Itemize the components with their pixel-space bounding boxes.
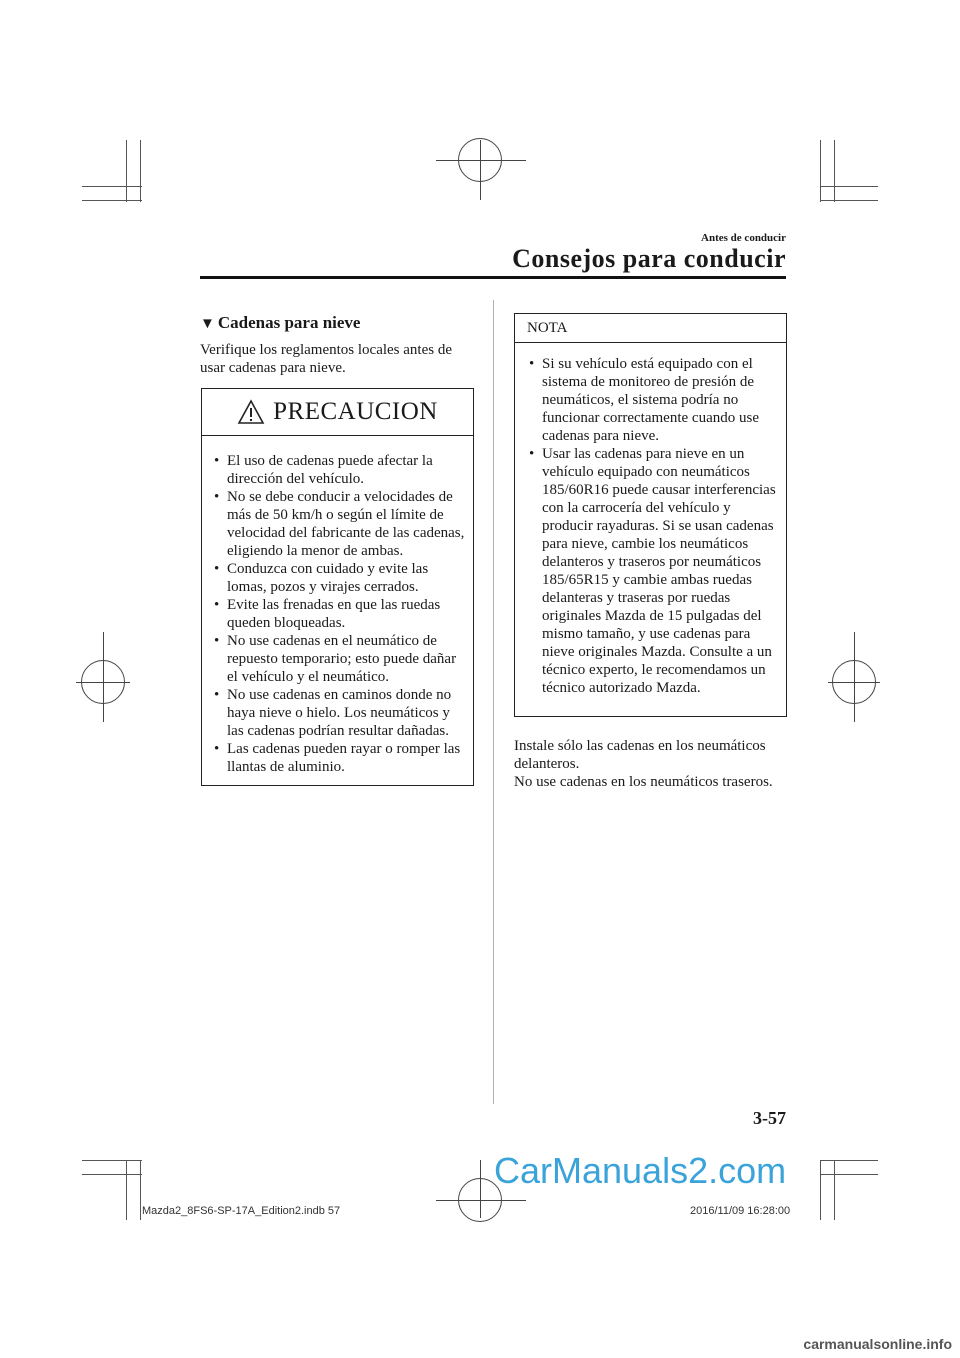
warning-triangle-icon	[237, 399, 265, 425]
note-box	[514, 313, 787, 717]
subheading-text: Cadenas para nieve	[217, 313, 361, 332]
caution-header	[202, 389, 473, 436]
crop-mark	[140, 140, 141, 202]
section-label: Antes de conducir	[701, 232, 786, 244]
closing-paragraph	[514, 737, 794, 791]
registration-line	[103, 632, 104, 722]
caution-list	[214, 452, 468, 776]
crop-mark	[82, 1174, 142, 1175]
list-item-text: Evite las frenadas en que las ruedas queden bloqueadas.	[227, 597, 441, 631]
list-item	[529, 445, 785, 697]
bullet: •	[214, 687, 220, 703]
file-info: Mazda2_8FS6-SP-17A_Edition2.indb 57	[142, 1205, 341, 1217]
list-item	[214, 632, 468, 686]
crop-mark	[126, 1160, 127, 1220]
list-item	[214, 560, 468, 596]
crop-mark	[82, 186, 142, 187]
crop-mark	[820, 1160, 878, 1161]
bullet: •	[214, 633, 220, 649]
caution-title: PRECAUCION	[273, 398, 438, 425]
list-item	[529, 355, 785, 445]
crop-mark	[820, 186, 878, 187]
crop-mark	[820, 140, 821, 202]
registration-line	[480, 140, 481, 200]
footer-watermark: carmanualsonline.info	[803, 1336, 952, 1352]
crop-mark	[820, 200, 878, 201]
list-item	[214, 488, 468, 560]
list-item-text: No use cadenas en el neumático de repuesto temporario; esto puede dañar el vehículo y el neumático.	[227, 633, 457, 685]
column-divider	[493, 300, 494, 1104]
registration-line	[480, 1160, 481, 1218]
note-header: NOTA	[515, 314, 786, 343]
crop-mark	[82, 200, 142, 201]
bullet: •	[214, 453, 220, 469]
bullet: •	[214, 597, 220, 613]
list-item-text: No se debe conducir a velocidades de más de 50 km/h o según el límite de velocidad del fabricante de las cadenas, eligiendo la menor de ambas.	[227, 489, 465, 559]
list-item-text: Si su vehículo está equipado con el sistema de monitoreo de presión de neumáticos, el sistema podría no funcionar correctamente cuando use cadenas para nieve.	[542, 356, 759, 444]
closing-line: Instale sólo las cadenas en los neumáticos delanteros.	[514, 738, 766, 772]
watermark-logo: CarManuals2.com	[494, 1150, 787, 1191]
bullet: •	[529, 356, 535, 372]
page-title: Consejos para conducir	[512, 244, 786, 273]
crop-mark	[82, 1160, 142, 1161]
subheading	[200, 313, 360, 333]
crop-mark	[820, 1174, 878, 1175]
list-item	[214, 686, 468, 740]
crop-mark	[834, 1160, 835, 1220]
crop-mark	[820, 1160, 821, 1220]
list-item-text: Conduzca con cuidado y evite las lomas, pozos y virajes cerrados.	[227, 561, 429, 595]
header-rule	[200, 276, 786, 279]
triangle-down-icon: ▼	[200, 316, 215, 332]
list-item-text: Las cadenas pueden rayar o romper las llantas de aluminio.	[227, 741, 461, 775]
list-item	[214, 740, 468, 776]
list-item-text: Usar las cadenas para nieve en un vehículo equipado con neumáticos 185/60R16 puede causar interferencias con la carrocería del vehículo y producir rayaduras. Si se usan cadenas para nieve, cambie los neumáticos delanteros y traseros por neumáticos 185/65R15 y cambie ambas ruedas delanteras y traseras por ruedas originales Mazda de 15 pulgadas del mismo tamaño, y use cadenas para nieve originales Mazda. Consulte a un técnico experto, le recomendamos un técnico autorizado Mazda.	[542, 446, 776, 696]
list-item	[214, 596, 468, 632]
registration-line	[854, 632, 855, 722]
list-item	[214, 452, 468, 488]
page-number: 3-57	[753, 1108, 786, 1128]
bullet: •	[529, 446, 535, 462]
intro-paragraph: Verifique los reglamentos locales antes de usar cadenas para nieve.	[200, 342, 452, 376]
note-list	[529, 355, 785, 697]
timestamp: 2016/11/09 16:28:00	[690, 1205, 791, 1217]
bullet: •	[214, 561, 220, 577]
list-item-text: El uso de cadenas puede afectar la dirección del vehículo.	[227, 453, 433, 487]
crop-mark	[140, 1160, 141, 1220]
bullet: •	[214, 489, 220, 505]
crop-mark	[834, 140, 835, 202]
caution-box	[201, 388, 474, 786]
bullet: •	[214, 741, 220, 757]
closing-line: No use cadenas en los neumáticos traseros.	[514, 774, 773, 790]
list-item-text: No use cadenas en caminos donde no haya nieve o hielo. Los neumáticos y las cadenas podrían resultar dañadas.	[227, 687, 452, 739]
crop-mark	[126, 140, 127, 202]
